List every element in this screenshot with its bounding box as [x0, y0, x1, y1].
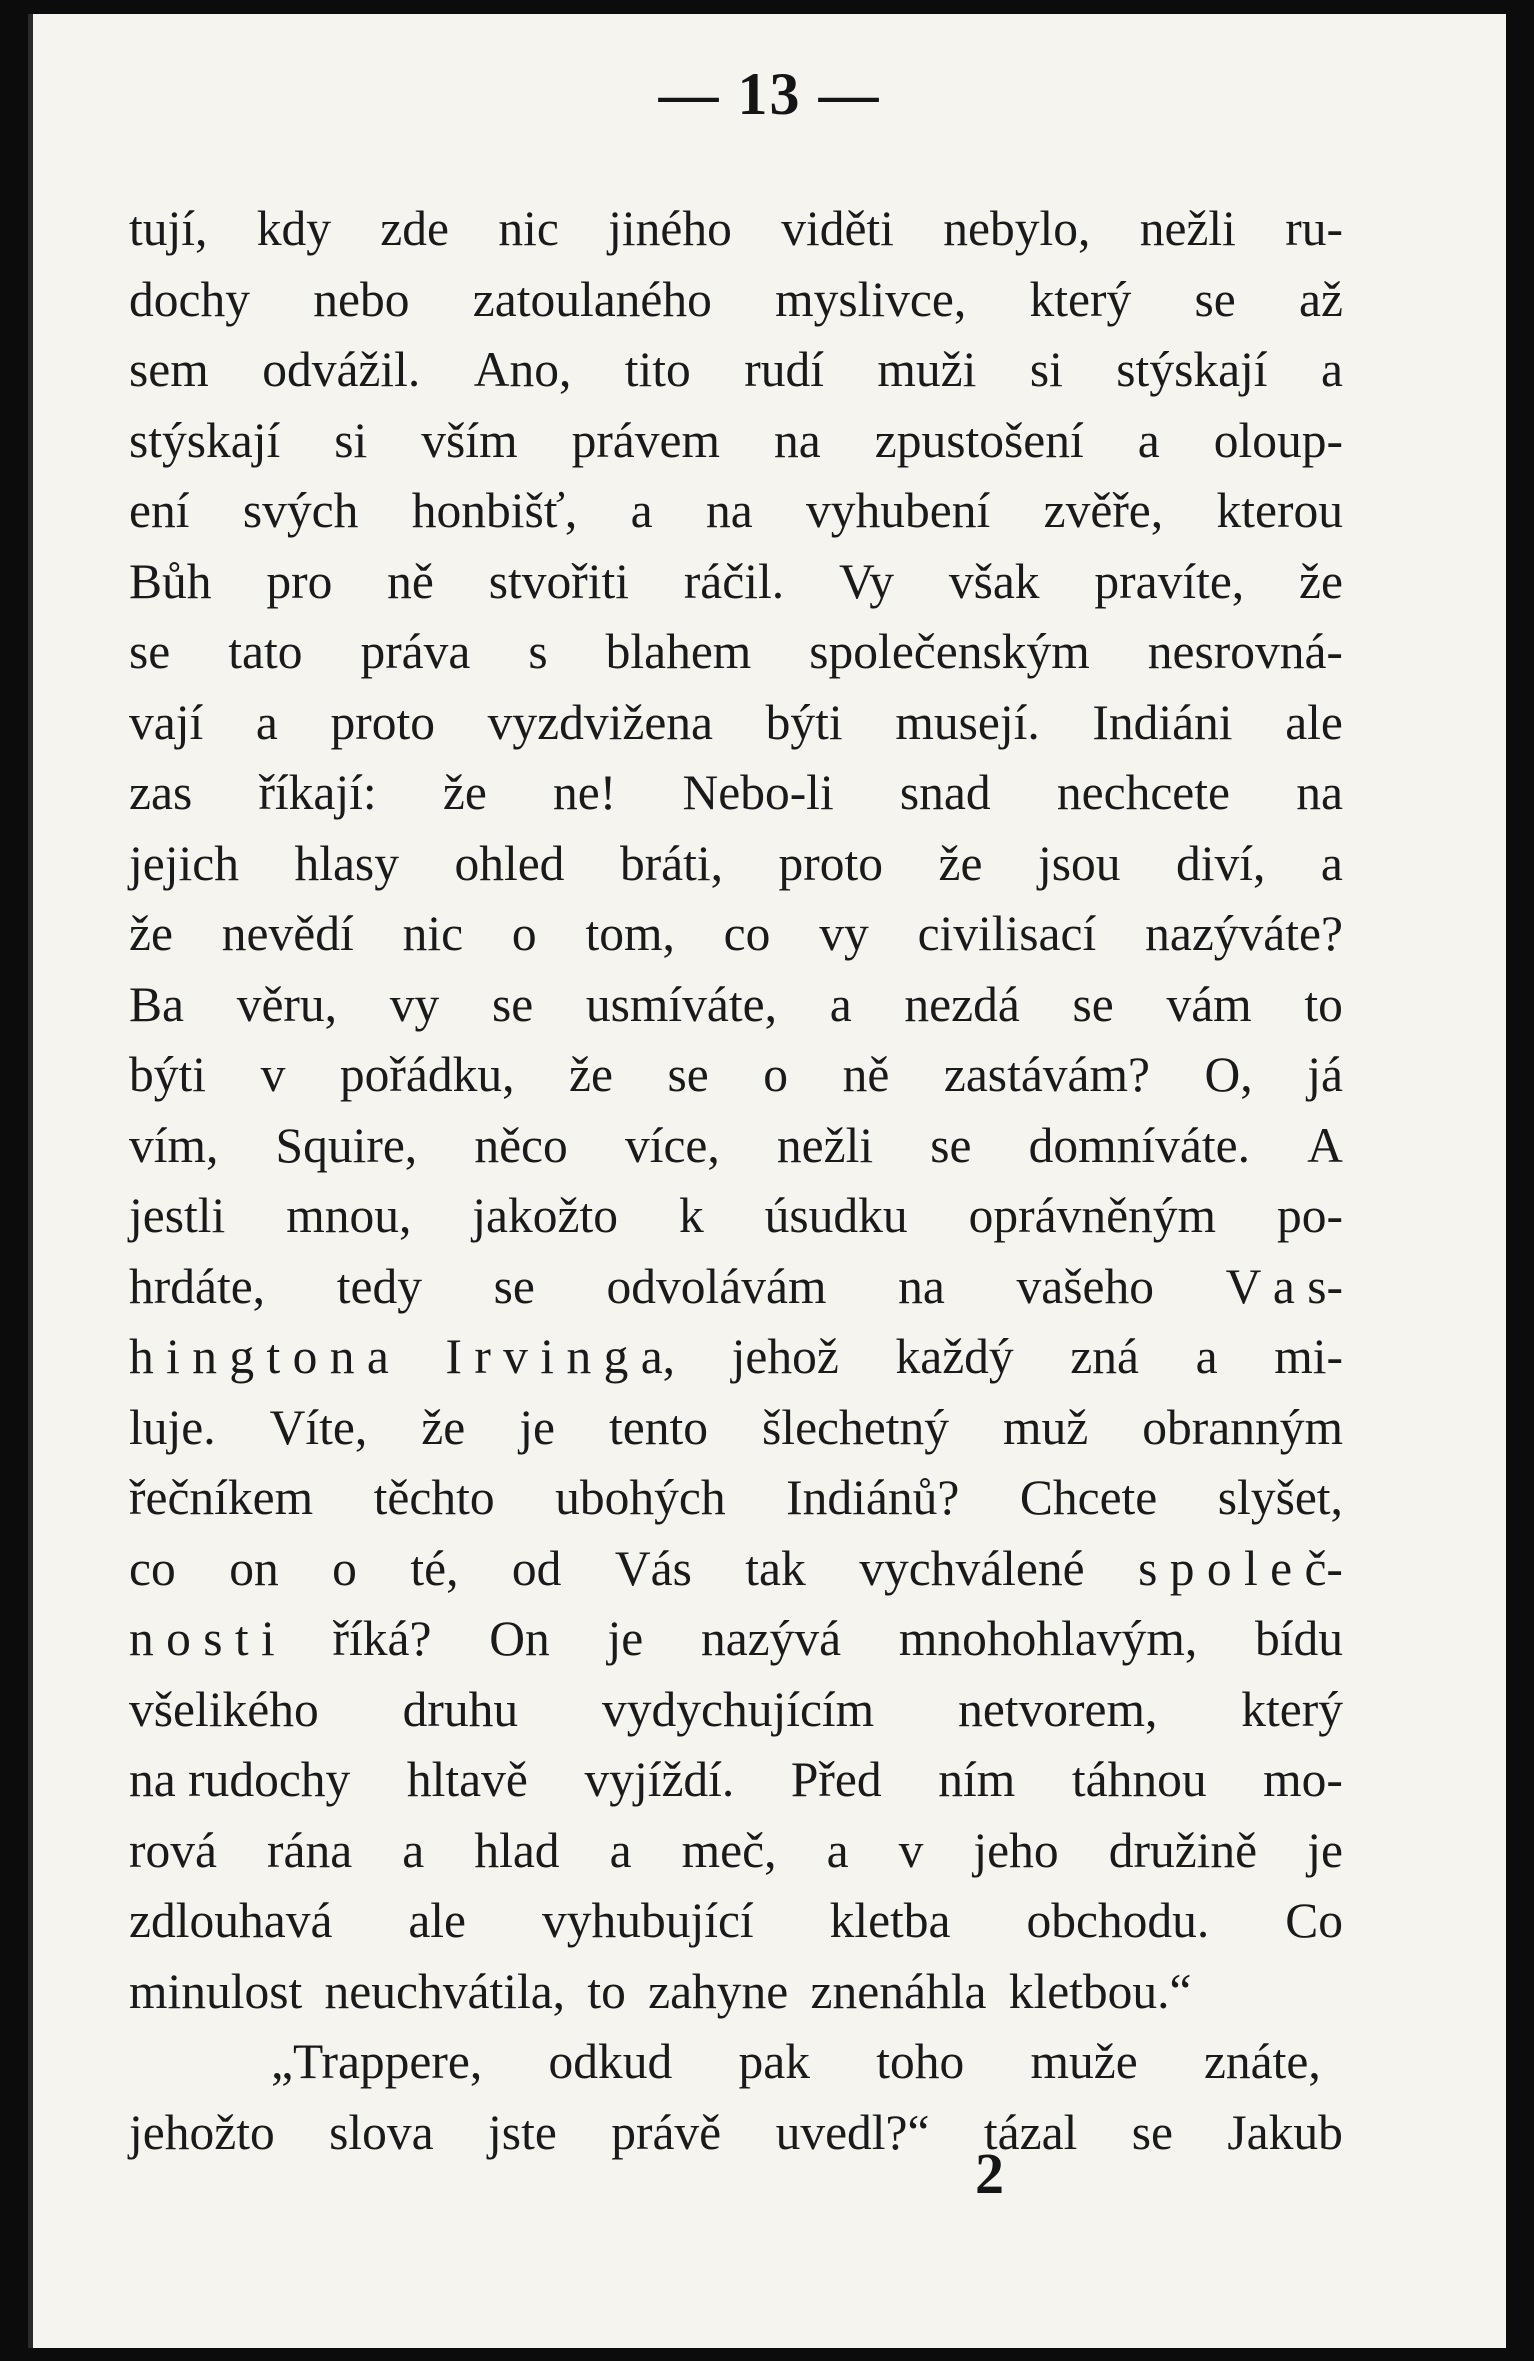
word: tento	[609, 1399, 709, 1455]
word: a	[609, 1822, 632, 1878]
word: minulost	[129, 1963, 303, 2019]
word: proto	[330, 694, 435, 750]
word: řečníkem	[129, 1470, 314, 1525]
word: Squire,	[275, 1117, 418, 1173]
word: O,	[1204, 1047, 1253, 1102]
word: mo-	[1263, 1752, 1343, 1807]
word: viděti	[781, 201, 894, 256]
word: Indiáni	[1092, 694, 1233, 750]
word: v	[260, 1047, 286, 1102]
word: znáte,	[1203, 2034, 1321, 2089]
word: slyšet,	[1217, 1470, 1343, 1525]
word: hlad	[474, 1822, 560, 1878]
word: s	[528, 624, 548, 679]
text-line	[129, 265, 1343, 336]
word: sem	[129, 342, 209, 397]
word: I r v i n g a,	[445, 1329, 676, 1384]
word: nechcete	[1056, 765, 1230, 820]
word: se	[930, 1117, 972, 1173]
word: tato	[228, 624, 303, 679]
text-line	[129, 899, 1343, 970]
word: jakožto	[472, 1188, 618, 1243]
word: vy	[389, 976, 440, 1032]
word: on	[229, 1540, 279, 1596]
word: ně	[387, 553, 434, 609]
word: A	[1307, 1117, 1343, 1173]
word: a	[1321, 342, 1343, 397]
word: slova	[329, 2104, 434, 2160]
word: mnou,	[286, 1188, 412, 1243]
word: šlechetný	[762, 1399, 949, 1455]
word: zas	[129, 765, 193, 820]
word: hltavě	[406, 1752, 528, 1807]
word: vy	[819, 906, 869, 961]
word: jste	[488, 2104, 557, 2160]
word: snad	[899, 765, 991, 820]
word: jehožto	[129, 2104, 275, 2160]
word: že	[938, 835, 983, 891]
word: se	[1131, 2104, 1173, 2160]
text-line	[129, 1886, 1343, 1957]
word: táhnou	[1071, 1752, 1207, 1807]
word: více,	[624, 1117, 720, 1173]
word: ale	[408, 1893, 467, 1948]
word: co	[129, 1540, 176, 1596]
word: to	[587, 1963, 626, 2019]
text-line	[129, 758, 1343, 829]
text-line	[129, 194, 1343, 265]
word: věru,	[236, 976, 338, 1032]
word: že	[1299, 553, 1343, 609]
text-line	[129, 1816, 1343, 1887]
word: pravíte,	[1094, 553, 1245, 609]
word: je	[1307, 1822, 1343, 1878]
word: toho	[876, 2034, 965, 2089]
word: zde	[380, 201, 449, 256]
word: se	[1194, 271, 1236, 327]
word: a	[826, 1822, 849, 1878]
word: vašeho	[1016, 1258, 1154, 1314]
word: že	[569, 1047, 613, 1102]
word: ení	[129, 483, 190, 538]
text-line	[129, 1957, 1343, 2028]
page-number: — 13 —	[658, 61, 881, 127]
word: zatoulaného	[472, 271, 712, 327]
word: nežli	[776, 1117, 874, 1173]
word: Ba	[129, 976, 184, 1032]
word: „Trappere,	[271, 2034, 483, 2089]
word: a	[402, 1822, 425, 1878]
word: od	[511, 1540, 562, 1596]
word: meč,	[681, 1822, 777, 1878]
text-line	[129, 617, 1343, 688]
word: blahem	[605, 624, 752, 679]
word: zvěře,	[1043, 483, 1164, 538]
word: ohled	[454, 835, 565, 891]
word: stýskají	[129, 412, 281, 468]
word: znenáhla	[810, 1963, 987, 2019]
text-line	[129, 2027, 1343, 2098]
word: říká?	[332, 1611, 432, 1666]
word: nic	[402, 906, 464, 961]
word: v	[898, 1822, 924, 1878]
word: říkají:	[258, 765, 377, 820]
word: V a s-	[1225, 1258, 1343, 1314]
word: pak	[738, 2034, 810, 2089]
word: vychválené	[859, 1540, 1085, 1596]
word: Bůh	[129, 553, 212, 609]
word: bráti,	[619, 835, 724, 891]
word: oloup-	[1213, 412, 1343, 468]
word: honbišť,	[411, 483, 578, 538]
word: k	[678, 1188, 704, 1243]
word: se	[1072, 976, 1114, 1032]
text-line	[129, 1322, 1343, 1393]
text-line	[129, 688, 1343, 759]
word: tom,	[585, 906, 675, 961]
word: Nebo-li	[682, 765, 834, 820]
word: já	[1307, 1047, 1343, 1102]
word: který	[1241, 1681, 1343, 1737]
word: muži	[877, 342, 977, 397]
word: netvorem,	[958, 1681, 1158, 1737]
word: o	[511, 906, 537, 961]
word: hlasy	[294, 835, 399, 891]
word: jiného	[608, 201, 732, 256]
word: usmíváte,	[585, 976, 777, 1032]
text-line	[129, 1111, 1343, 1182]
word: na	[898, 1258, 945, 1314]
word: pořádku,	[339, 1047, 515, 1102]
word: vyzdvižena	[487, 694, 714, 750]
text-line	[129, 476, 1343, 547]
word: jestli	[129, 1188, 226, 1243]
word: zná	[1070, 1329, 1139, 1384]
word: a	[630, 483, 653, 538]
text-line	[129, 335, 1343, 406]
text-line	[129, 1463, 1343, 1534]
word: vím,	[129, 1117, 219, 1173]
word: oprávněným	[968, 1188, 1217, 1243]
word: o	[763, 1047, 789, 1102]
word: vám	[1166, 976, 1252, 1032]
word: Chcete	[1019, 1470, 1158, 1525]
word: je	[607, 1611, 644, 1666]
text-line	[129, 1181, 1343, 1252]
word: stvořiti	[488, 553, 629, 609]
word: po-	[1277, 1188, 1343, 1243]
word: je	[519, 1399, 555, 1455]
word: který	[1029, 271, 1132, 327]
word: že	[129, 906, 173, 961]
word: obranným	[1142, 1399, 1343, 1455]
word: neuchvátila,	[324, 1963, 566, 2019]
word: h i n g t o n a	[129, 1329, 389, 1384]
word: bídu	[1254, 1611, 1343, 1666]
word: rudí	[744, 342, 824, 397]
word: každý	[895, 1329, 1014, 1384]
word: s p o l e č-	[1138, 1540, 1343, 1596]
word: jeho	[973, 1822, 1059, 1878]
word: nežli	[1139, 201, 1236, 256]
word: nezdá	[904, 976, 1020, 1032]
word: tedy	[336, 1258, 422, 1314]
word: všelikého	[129, 1681, 319, 1737]
word: diví,	[1176, 835, 1266, 891]
word: to	[1304, 976, 1343, 1032]
word: že	[442, 765, 487, 820]
word: odkud	[548, 2034, 673, 2089]
word: kterou	[1216, 483, 1343, 538]
word: úsudku	[764, 1188, 908, 1243]
text-line	[129, 1604, 1343, 1675]
word: obchodu.	[1026, 1893, 1210, 1948]
text-line	[129, 1534, 1343, 1605]
word: odvážil.	[262, 342, 421, 397]
word: ale	[1285, 694, 1343, 750]
word: na	[705, 483, 753, 538]
text-line	[129, 1675, 1343, 1746]
word: práva	[360, 624, 471, 679]
word: nic	[498, 201, 559, 256]
word: vydychujícím	[601, 1681, 875, 1737]
word: si	[334, 412, 368, 468]
text-line	[129, 406, 1343, 477]
word: druhu	[402, 1681, 519, 1737]
word: nebo	[313, 271, 410, 327]
text-line	[129, 1252, 1343, 1323]
word: kletba	[829, 1893, 951, 1948]
word: o	[332, 1540, 357, 1596]
word: nazýváte?	[1145, 906, 1343, 961]
word: kletbou.“	[1008, 1963, 1192, 2019]
word: a	[1137, 412, 1160, 468]
word: Vy	[838, 553, 894, 609]
text-line	[129, 1393, 1343, 1464]
word: a	[1320, 835, 1343, 891]
word: společenským	[809, 624, 1090, 679]
word: ru-	[1285, 201, 1343, 256]
word: mi-	[1274, 1329, 1343, 1384]
word: že	[421, 1399, 466, 1455]
word: domníváte.	[1028, 1117, 1250, 1173]
word: tak	[745, 1540, 806, 1596]
text-line	[129, 2098, 1343, 2169]
word: na	[774, 412, 821, 468]
word: a	[829, 976, 852, 1032]
word: co	[723, 906, 771, 961]
word: muže	[1030, 2034, 1138, 2089]
text-line	[129, 970, 1343, 1041]
word: právem	[571, 412, 721, 468]
word: myslivce,	[775, 271, 967, 327]
word: kdy	[256, 201, 331, 256]
word: mnohohlavým,	[898, 1611, 1198, 1666]
text-line	[129, 547, 1343, 618]
word: nazývá	[700, 1611, 842, 1666]
word: býti	[129, 1047, 207, 1102]
word: a	[1195, 1329, 1218, 1384]
word: ubohých	[555, 1470, 726, 1525]
word: a	[255, 694, 278, 750]
word: na	[1296, 765, 1343, 820]
word: Jakub	[1227, 2104, 1343, 2160]
word: stýskají	[1116, 342, 1268, 397]
text-line	[129, 1040, 1343, 1111]
word: musejí.	[895, 694, 1040, 750]
word: Co	[1285, 1893, 1343, 1948]
word: uvedl?“	[775, 2104, 930, 2160]
word: On	[489, 1611, 550, 1666]
word: právě	[611, 2104, 722, 2160]
word: vyjíždí.	[584, 1752, 735, 1807]
word: nebylo,	[943, 201, 1091, 256]
word: Víte,	[269, 1399, 368, 1455]
word: těchto	[373, 1470, 495, 1525]
word: vají	[129, 694, 204, 750]
word: proto	[778, 835, 884, 891]
word: tázal	[983, 2104, 1078, 2160]
word: tito	[624, 342, 691, 397]
word: rová	[129, 1822, 217, 1878]
word: ne!	[553, 765, 617, 820]
word: až	[1299, 271, 1343, 327]
word: zpustošení	[874, 412, 1084, 468]
word: civilisací	[917, 906, 1097, 961]
word: něco	[474, 1117, 568, 1173]
word: ráčil.	[683, 553, 785, 609]
word: muž	[1003, 1399, 1089, 1455]
word: si	[1029, 342, 1063, 397]
word: na rudochy	[129, 1752, 351, 1807]
word: nesrovná-	[1147, 624, 1343, 679]
signature-mark: 2	[975, 2141, 1004, 2206]
word: jsou	[1037, 835, 1121, 891]
word: ně	[842, 1047, 890, 1102]
word: zastávám?	[943, 1047, 1150, 1102]
word: zdlouhavá	[129, 1893, 333, 1948]
word: vyhubující	[541, 1893, 754, 1948]
book-page	[28, 14, 1506, 2348]
word: se	[667, 1047, 709, 1102]
word: však	[948, 553, 1040, 609]
word: býti	[765, 694, 843, 750]
word: odvolávám	[606, 1258, 827, 1314]
text-line	[129, 829, 1343, 900]
word: n o s t i	[129, 1611, 275, 1666]
word: luje.	[129, 1399, 216, 1455]
word: Vás	[614, 1540, 692, 1596]
word: se	[493, 1258, 535, 1314]
word: Indiánů?	[786, 1470, 960, 1525]
word: dochy	[129, 271, 250, 327]
word: pro	[266, 553, 333, 609]
word: se	[491, 976, 534, 1032]
word: se	[129, 624, 171, 679]
word: hrdáte,	[129, 1258, 266, 1314]
word: ním	[938, 1752, 1016, 1807]
word: vším	[421, 412, 518, 468]
word: jejich	[129, 835, 239, 891]
word: jehož	[731, 1329, 839, 1384]
word: svých	[242, 483, 359, 538]
word: rána	[267, 1822, 353, 1878]
word: té,	[410, 1540, 459, 1596]
word: tují,	[129, 201, 208, 256]
text-line	[129, 1745, 1343, 1816]
body-text	[129, 194, 1343, 2168]
word: Ano,	[473, 342, 572, 397]
word: Před	[790, 1752, 882, 1807]
word: zahyne	[648, 1963, 789, 2019]
word: nevědí	[221, 906, 354, 961]
word: družině	[1108, 1822, 1258, 1878]
word: vyhubení	[806, 483, 991, 538]
